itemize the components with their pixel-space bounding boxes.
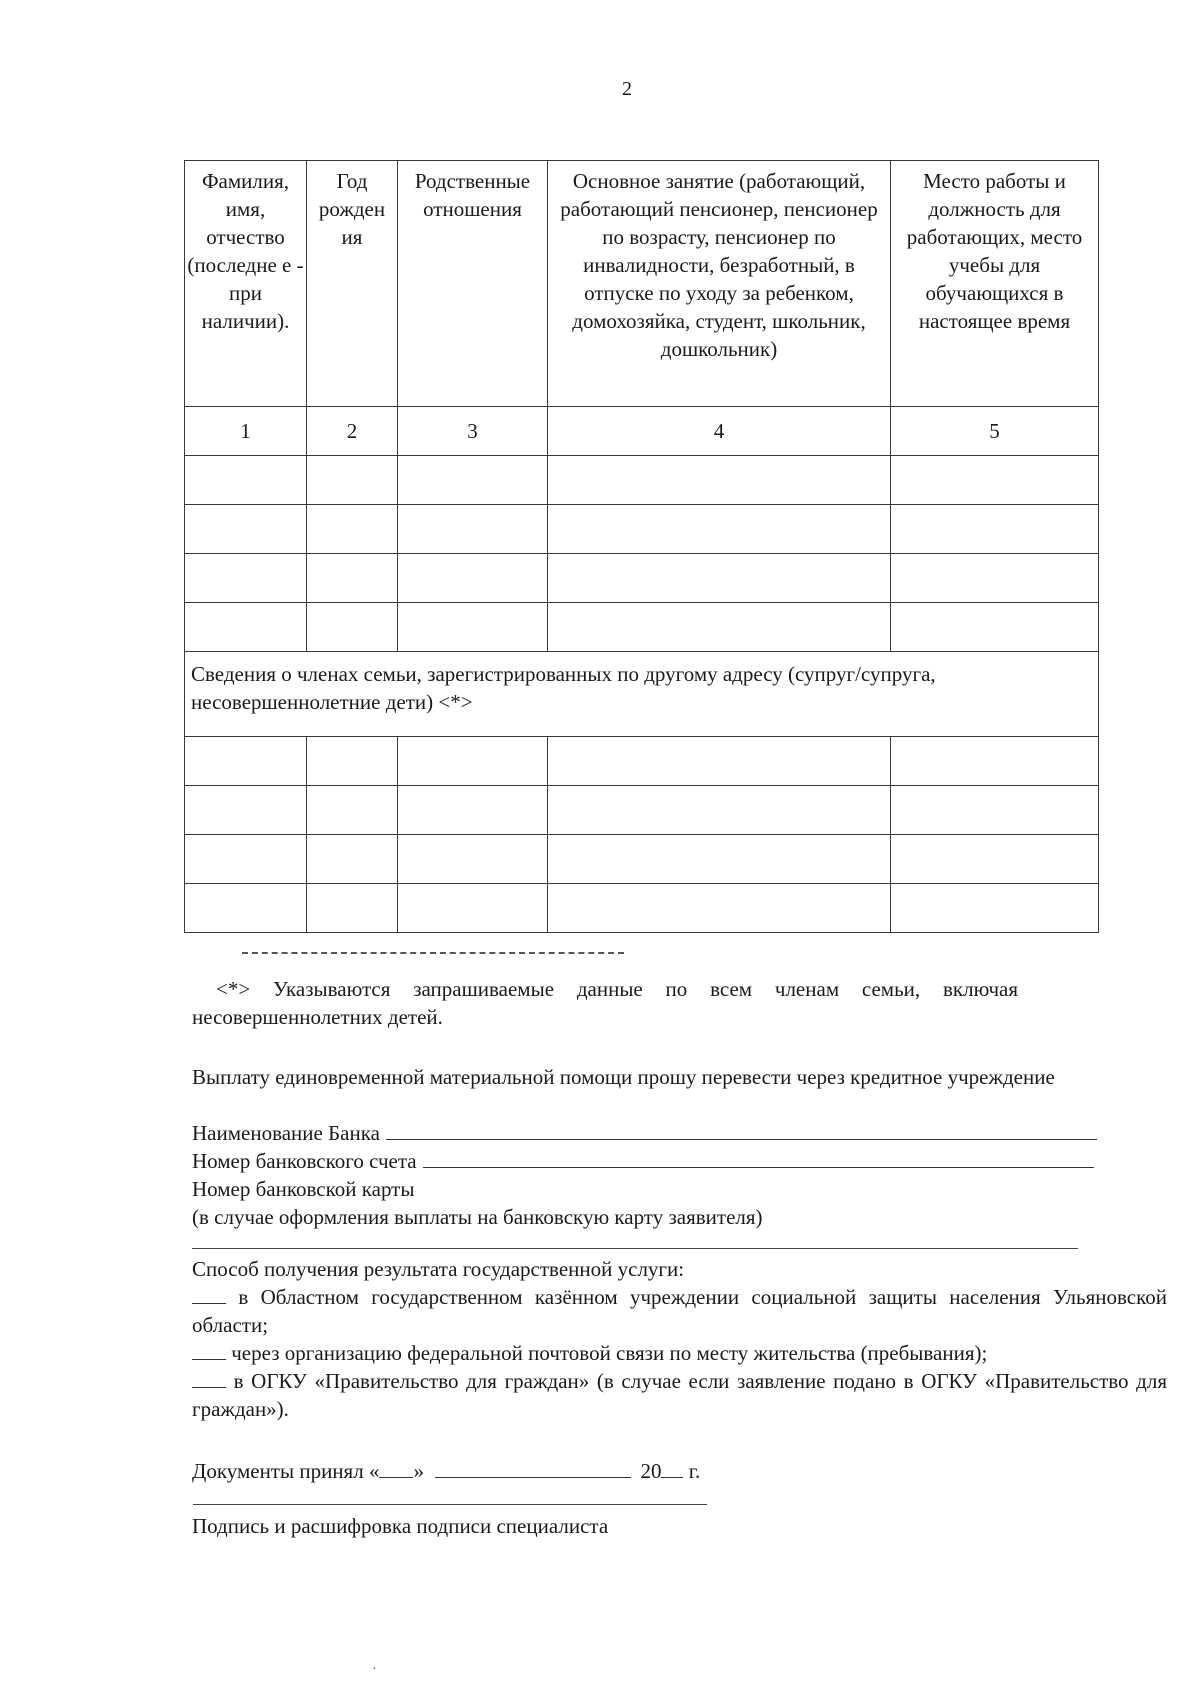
- table-cell[interactable]: [185, 737, 307, 786]
- table-cell[interactable]: [185, 786, 307, 835]
- table-cell[interactable]: [548, 456, 891, 505]
- account-label: Номер банковского счета: [192, 1149, 417, 1173]
- accepted-day-field[interactable]: [379, 1459, 413, 1478]
- table-cell[interactable]: [398, 786, 548, 835]
- scan-speck: ·: [372, 1662, 377, 1677]
- header-full-name: Фамилия, имя, отчество (последне е - при наличии).: [185, 161, 307, 407]
- table-cell[interactable]: [185, 603, 307, 652]
- table-cell[interactable]: [307, 456, 398, 505]
- table-cell[interactable]: [185, 505, 307, 554]
- page-number: 2: [622, 78, 632, 100]
- table-cell[interactable]: [548, 786, 891, 835]
- table-cell[interactable]: [891, 603, 1099, 652]
- table-header-row: [185, 161, 1099, 407]
- payment-intro: Выплату единовременной материальной помощи прошу перевести через кредитное учреждение: [192, 1065, 1055, 1089]
- accepted-year-suffix: г.: [688, 1459, 701, 1483]
- table-cell[interactable]: [398, 505, 548, 554]
- table-row: [185, 554, 1099, 603]
- family-members-table: [184, 160, 1099, 933]
- accepted-label: Документы принял «: [192, 1459, 380, 1483]
- result-heading: Способ получения результата государственной услуги:: [192, 1257, 685, 1281]
- table-cell[interactable]: [548, 835, 891, 884]
- table-row: [185, 456, 1099, 505]
- signature-caption: Подпись и расшифровка подписи специалиста: [192, 1514, 609, 1538]
- table-cell[interactable]: [398, 603, 548, 652]
- table-cell[interactable]: [185, 554, 307, 603]
- option-3-text: в ОГКУ «Правительство для граждан» (в случае если заявление подано в ОГКУ «Правительство для граждан»).: [192, 1369, 1167, 1421]
- accepted-quote-close: »: [413, 1459, 424, 1483]
- option-2-mark-field[interactable]: [192, 1341, 226, 1360]
- table-cell[interactable]: [185, 456, 307, 505]
- table-cell[interactable]: [307, 505, 398, 554]
- result-option-2: [192, 1339, 1167, 1367]
- table-cell[interactable]: [548, 603, 891, 652]
- table-row: [185, 505, 1099, 554]
- bank-name-field[interactable]: [386, 1119, 1097, 1140]
- header-relationship: Родственные отношения: [398, 161, 548, 407]
- account-line: [192, 1147, 1094, 1175]
- table-cell[interactable]: [185, 884, 307, 933]
- bank-name-label: Наименование Банка: [192, 1121, 380, 1145]
- table-cell[interactable]: [891, 737, 1099, 786]
- table-cell[interactable]: [307, 603, 398, 652]
- card-note: (в случае оформления выплаты на банковскую карту заявителя): [192, 1205, 763, 1229]
- table-row: [185, 786, 1099, 835]
- option-2-text: через организацию федеральной почтовой связи по месту жительства (пребывания);: [231, 1341, 988, 1365]
- option-1-mark-field[interactable]: [192, 1285, 226, 1304]
- section-row: [185, 652, 1099, 737]
- column-numbers-row: [185, 407, 1099, 456]
- column-number: 5: [891, 407, 1099, 456]
- card-label: Номер банковской карты: [192, 1177, 415, 1201]
- accepted-month-field[interactable]: [435, 1459, 631, 1478]
- table-row: [185, 603, 1099, 652]
- table-cell[interactable]: [891, 786, 1099, 835]
- footnote-text: <*> Указываются запрашиваемые данные по всем членам семьи, включая несовершеннолетних детей.: [192, 977, 1018, 1029]
- column-number: 1: [185, 407, 307, 456]
- table-cell[interactable]: [548, 884, 891, 933]
- accepted-year-field[interactable]: [661, 1459, 683, 1478]
- card-number-field[interactable]: [192, 1248, 1078, 1249]
- bank-name-line: [192, 1119, 1097, 1147]
- table-cell[interactable]: [548, 737, 891, 786]
- table-cell[interactable]: [398, 456, 548, 505]
- table-cell[interactable]: [891, 554, 1099, 603]
- table-cell[interactable]: [185, 835, 307, 884]
- table-row: [185, 835, 1099, 884]
- footnote-separator: [242, 952, 624, 954]
- table-cell[interactable]: [307, 835, 398, 884]
- table-row: [185, 884, 1099, 933]
- table-cell[interactable]: [548, 505, 891, 554]
- table-cell[interactable]: [307, 737, 398, 786]
- section-row-text: Сведения о членах семьи, зарегистрированных по другому адресу (супруг/супруга, несовершеннолетние дети) <*>: [185, 652, 1099, 737]
- table-cell[interactable]: [398, 554, 548, 603]
- table-cell[interactable]: [307, 786, 398, 835]
- specialist-signature-field[interactable]: [193, 1504, 707, 1505]
- account-field[interactable]: [423, 1147, 1094, 1168]
- documents-accepted-line: [192, 1457, 1167, 1485]
- column-number: 2: [307, 407, 398, 456]
- option-1-text: в Областном государственном казённом учреждении социальной защиты населения Ульяновской области;: [192, 1285, 1167, 1337]
- table-cell[interactable]: [307, 884, 398, 933]
- header-birth-year: Год рожден ия: [307, 161, 398, 407]
- table-row: [185, 737, 1099, 786]
- table-cell[interactable]: [307, 554, 398, 603]
- header-workplace: Место работы и должность для работающих, место учебы для обучающихся в настоящее время: [891, 161, 1099, 407]
- table-cell[interactable]: [891, 884, 1099, 933]
- table-cell[interactable]: [891, 456, 1099, 505]
- table-cell[interactable]: [891, 835, 1099, 884]
- table-cell[interactable]: [548, 554, 891, 603]
- accepted-year-prefix: 20: [640, 1459, 662, 1483]
- table-cell[interactable]: [398, 884, 548, 933]
- table-cell[interactable]: [398, 835, 548, 884]
- table-cell[interactable]: [891, 505, 1099, 554]
- result-option-3: [192, 1367, 1167, 1423]
- column-number: 4: [548, 407, 891, 456]
- option-3-mark-field[interactable]: [192, 1369, 226, 1388]
- header-occupation: Основное занятие (работающий, работающий пенсионер, пенсионер по возрасту, пенсионер по инвалидности, безработный, в отпуске по уходу за ребенком, домохозяйка, студент, школьник, дошкольник): [548, 161, 891, 407]
- column-number: 3: [398, 407, 548, 456]
- table-cell[interactable]: [398, 737, 548, 786]
- result-option-1: [192, 1283, 1167, 1339]
